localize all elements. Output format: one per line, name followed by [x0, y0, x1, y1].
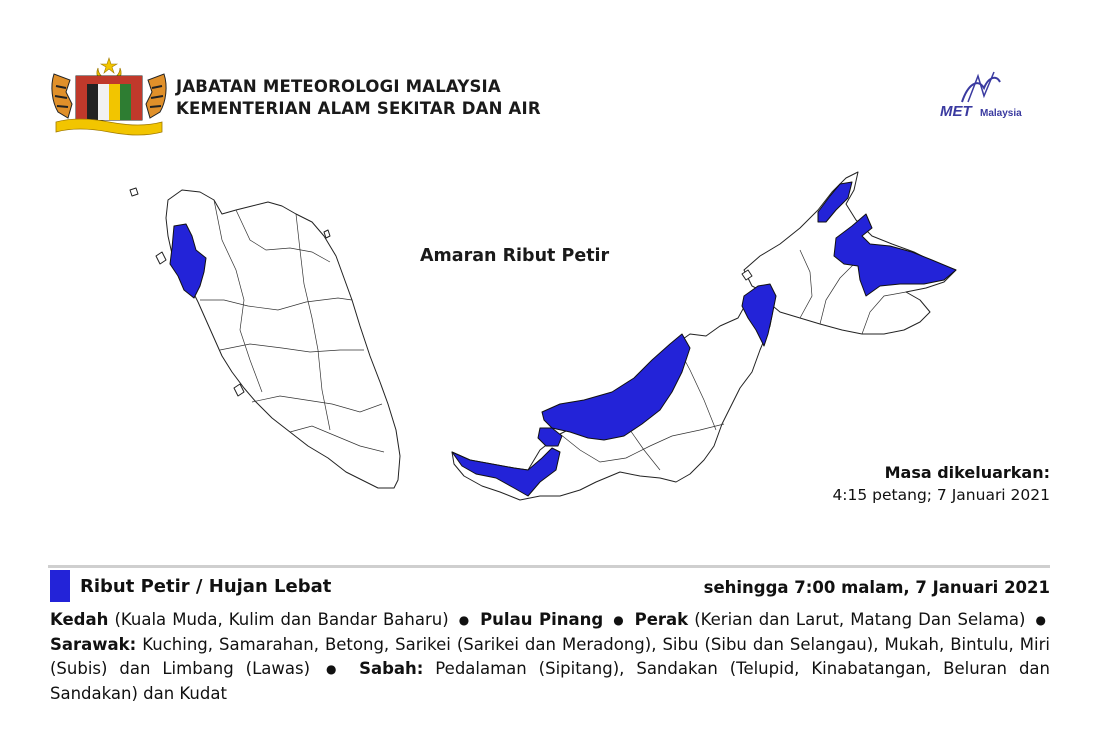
divider	[48, 565, 1050, 568]
bullet-icon: ●	[458, 613, 471, 627]
bullet-icon: ●	[1035, 613, 1046, 627]
coat-of-arms-icon	[48, 56, 170, 136]
area-state: Sarawak:	[50, 635, 137, 654]
area-state: Perak	[634, 610, 689, 629]
warning-area-kuching-samarahan	[538, 428, 562, 446]
area-detail: (Kuala Muda, Kulim dan Bandar Baharu)	[108, 610, 449, 629]
peninsular-malaysia	[166, 190, 400, 488]
met-logo-text-2: Malaysia	[980, 108, 1022, 119]
agency-line-1: JABATAN METEOROLOGI MALAYSIA	[176, 77, 501, 96]
met-malaysia-logo	[934, 68, 1056, 124]
issued-label: Masa dikeluarkan:	[884, 463, 1050, 482]
bullet-icon: ●	[325, 662, 344, 676]
map-title: Amaran Ribut Petir	[420, 246, 610, 266]
issued-value: 4:15 petang; 7 Januari 2021	[832, 486, 1050, 504]
area-detail: Pedalaman (Sipitang), Sandakan (Telupid, Kinabatangan, Beluran dan Sandakan) dan Kudat	[50, 659, 1050, 703]
met-logo-text-1: MET	[940, 103, 972, 120]
area-state: Sabah:	[359, 659, 424, 678]
issued-time	[832, 462, 1050, 506]
agency-line-2: KEMENTERIAN ALAM SEKITAR DAN AIR	[176, 99, 541, 118]
bullet-icon: ●	[613, 613, 625, 627]
area-detail: Kuching, Samarahan, Betong, Sarikei (Sarikei dan Meradong), Sibu (Sibu dan Selangau), Mukah, Bintulu, Miri (Subis) dan Limbang (Lawas)	[50, 635, 1050, 678]
area-state: Kedah	[50, 610, 109, 629]
area-state: Pulau Pinang	[480, 610, 604, 629]
affected-areas	[50, 608, 1050, 706]
agency-name	[176, 76, 541, 120]
validity-time: sehingga 7:00 malam, 7 Januari 2021	[703, 578, 1050, 597]
legend-label: Ribut Petir / Hujan Lebat	[80, 576, 332, 597]
legend-swatch	[50, 570, 70, 602]
header	[48, 56, 1058, 136]
area-detail: (Kerian dan Larut, Matang Dan Selama)	[688, 610, 1026, 629]
